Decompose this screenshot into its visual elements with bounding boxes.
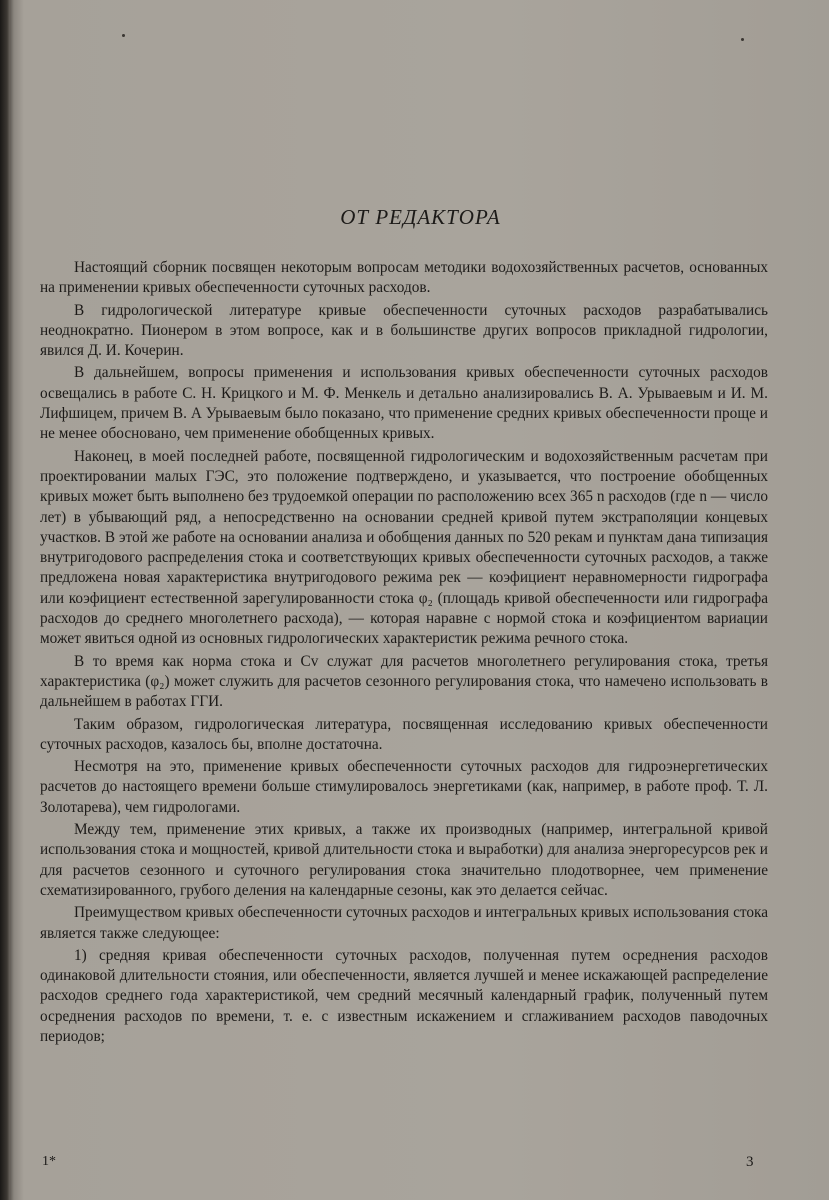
paragraph: В гидрологической литературе кривые обеспеченности суточных расходов разрабатывались неоднократно. Пионером в этом вопросе, как и в большинстве других вопросов прикладной гидрологии, явился Д. И. Кочерин. bbox=[40, 301, 768, 360]
page-number: 3 bbox=[746, 1154, 754, 1170]
paragraph: В то время как норма стока и Cv служат для расчетов многолетнего регулирования стока, третья характеристика (φ₂) может служить для расчетов сезонного регулирования стока, что намечено использовать в дальнейшем в работах ГГИ. bbox=[40, 652, 768, 711]
paragraph: Несмотря на это, применение кривых обеспеченности суточных расходов для гидроэнергетических расчетов до настоящего времени больше стимулировалось энергетиками (как, например, в работе проф. Т. Л. Золотарева), чем гидрологами. bbox=[40, 758, 768, 816]
book-spine-shadow bbox=[0, 0, 10, 1200]
paragraph: Наконец, в моей последней работе, посвященной гидрологическим и водохозяйственным расчетам при проектировании малых ГЭС, это положение подтверждено, и указывается, что построение обобщенных кривых может быть выполнено без трудоемкой операции по расположению всех 365 n расходов (где n — число лет) в убывающий ряд, а непосредственно на основании средней кривой путем экстраполяции концевых участков. В этой же работе на основании анализа и обобщения данных по 520 рекам и пунктам дана типизация внутригодового распределения стока и соответствующих кривых обеспеченности суточных расходов, а также предложена новая характеристика внутригодового режима рек — коэфициент неравномерности гидрографа или коэфициент естественной зарегулированности стока φ₂ (площадь кривой обеспеченности или гидрографа расходов до среднего многолетнего расхода), — которая наравне с нормой стока и коэфициентом вариации может явиться одной из основных гидрологических характеристик режима речного стока. bbox=[40, 447, 768, 648]
paragraph: Таким образом, гидрологическая литература, посвященная исследованию кривых обеспеченности суточных расходов, казалось бы, вполне достаточна. bbox=[40, 715, 768, 753]
body-text bbox=[40, 258, 768, 1049]
paragraph: В дальнейшем, вопросы применения и использования кривых обеспеченности суточных расходов освещались в работе С. Н. Крицкого и М. Ф. Менкель и детально анализировались В. А. Урываевым и И. М. Лифшицем, причем В. А Урываевым было показано, что применение средних кривых обеспеченности проще и не менее обосновано, чем применение обобщенных кривых. bbox=[40, 364, 768, 443]
paragraph: Настоящий сборник посвящен некоторым вопросам методики водохозяйственных расчетов, основанных на применении кривых обеспеченности суточных расходов. bbox=[40, 259, 768, 297]
paper-speck bbox=[122, 34, 125, 37]
page-title: ОТ РЕДАКТОРА bbox=[340, 205, 501, 229]
paragraph: 1) средняя кривая обеспеченности суточных расходов, полученная путем осреднения расходов одинаковой длительности стояния, или обеспеченности, является лучшей и менее искажающей распределение расходов среднего года характеристикой, чем средний месячный календарный график, полученный путем осреднения расходов по времени, т. е. с известным искажением и сглаживанием расходов паводочных периодов; bbox=[40, 946, 768, 1045]
paragraph: Преимуществом кривых обеспеченности суточных расходов и интегральных кривых использования стока является также следующее: bbox=[40, 904, 768, 942]
paragraph: Между тем, применение этих кривых, а также их производных (например, интегральной кривой использования стока и мощностей, кривой длительности стока и выработки) для анализа энергоресурсов рек и для расчетов сезонного и суточного регулирования стока значительно плодотворнее, чем применение схематизированного, грубого деления на календарные сезоны, как это делается сейчас. bbox=[40, 821, 768, 899]
signature-mark: 1* bbox=[42, 1154, 56, 1169]
paper-speck bbox=[741, 38, 744, 41]
